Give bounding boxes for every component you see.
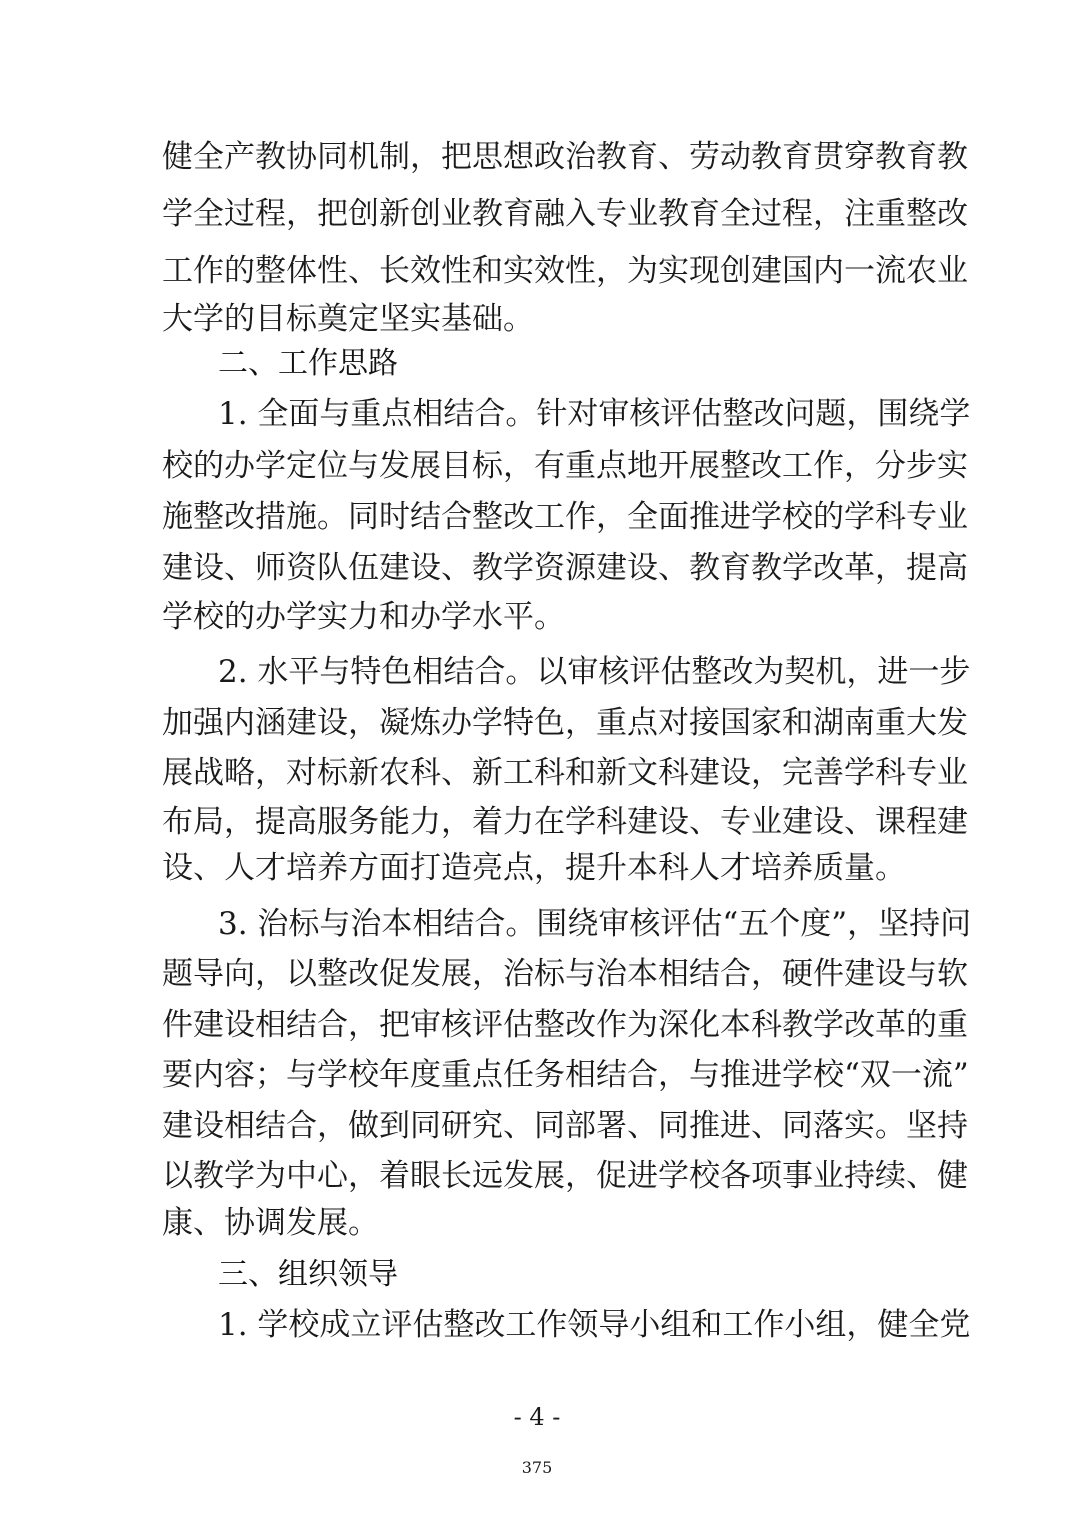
section2-item3-line-3: 件建设相结合，把审核评估整改作为深化本科教学改革的重 xyxy=(162,1007,968,1043)
section2-item3-line-4: 要内容；与学校年度重点任务相结合，与推进学校“双一流” xyxy=(162,1057,969,1093)
section2-item2-line-4: 布局，提高服务能力，着力在学科建设、专业建设、课程建 xyxy=(162,804,968,840)
section2-item2-line-5: 设、人才培养方面打造亮点，提升本科人才培养质量。 xyxy=(162,850,906,886)
section2-item3-line-7: 康、协调发展。 xyxy=(162,1205,379,1241)
section2-item1-line-2: 校的办学定位与发展目标，有重点地开展整改工作，分步实 xyxy=(162,448,968,484)
section-heading-work-ideas: 二、工作思路 xyxy=(218,346,398,381)
section2-item3-line-5: 建设相结合，做到同研究、同部署、同推进、同落实。坚持 xyxy=(162,1108,968,1144)
section2-item3-line-6: 以教学为中心，着眼长远发展，促进学校各项事业持续、健 xyxy=(162,1158,968,1194)
intro-line-4: 大学的目标奠定坚实基础。 xyxy=(162,301,534,337)
stamp-page-number: 375 xyxy=(521,1458,553,1477)
intro-line-2: 学全过程，把创新创业教育融入专业教育全过程，注重整改 xyxy=(162,196,968,232)
section2-item2-line-3: 展战略，对标新农科、新工科和新文科建设，完善学科专业 xyxy=(162,755,968,791)
section2-item3-line-2: 题导向，以整改促发展，治标与治本相结合，硬件建设与软 xyxy=(162,956,968,992)
section2-item3-line-1: 3. 治标与治本相结合。围绕审核评估“五个度”，坚持问 xyxy=(218,906,972,942)
intro-line-3: 工作的整体性、长效性和实效性，为实现创建国内一流农业 xyxy=(162,253,968,289)
section2-item1-line-5: 学校的办学实力和办学水平。 xyxy=(162,599,565,635)
intro-line-1: 健全产教协同机制，把思想政治教育、劳动教育贯穿教育教 xyxy=(162,139,968,175)
section2-item2-line-1: 2. 水平与特色相结合。以审核评估整改为契机，进一步 xyxy=(218,654,971,690)
section2-item2-line-2: 加强内涵建设，凝炼办学特色，重点对接国家和湖南重大发 xyxy=(162,705,968,741)
section-heading-organization: 三、组织领导 xyxy=(218,1257,398,1292)
section2-item1-line-4: 建设、师资队伍建设、教学资源建设、教育教学改革，提高 xyxy=(162,550,968,586)
section2-item1-line-1: 1. 全面与重点相结合。针对审核评估整改问题，围绕学 xyxy=(218,396,971,432)
section2-item1-line-3: 施整改措施。同时结合整改工作，全面推进学校的学科专业 xyxy=(162,499,968,535)
section3-item1-line-1: 1. 学校成立评估整改工作领导小组和工作小组，健全党 xyxy=(218,1307,971,1343)
page-number: - 4 - xyxy=(513,1403,561,1431)
